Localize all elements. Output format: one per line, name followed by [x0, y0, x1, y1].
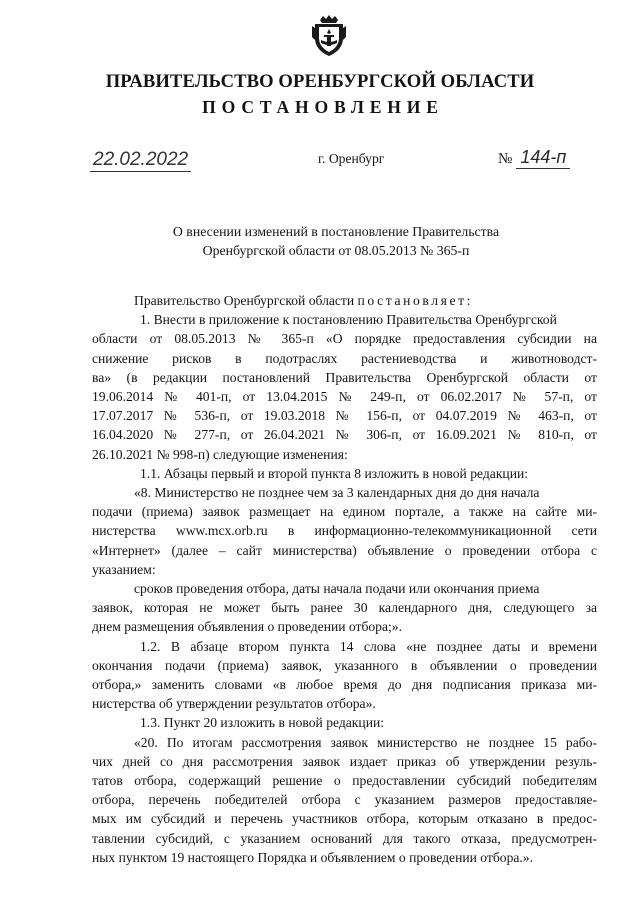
body-line: 16.04.2020 № 277-п, от 26.04.2021 № 306-п, от 16.09.2021 № 810-п, от [92, 427, 597, 443]
document-body [92, 291, 597, 867]
body-line: 1.1. Абзацы первый и второй пункта 8 изложить в новой редакции: [140, 465, 529, 481]
body-line: подачи (приема) заявок размещает на едином портале, а также на сайте ми- [92, 504, 597, 520]
subject-line: Оренбургской области от 08.05.2013 № 365-п [202, 243, 470, 258]
body-line: 1.2. В абзаце втором пункта 14 слова «не позднее даты и времени [140, 638, 597, 654]
number-sign: № [498, 151, 513, 167]
government-title: ПРАВИТЕЛЬСТВО ОРЕНБУРГСКОЙ ОБЛАСТИ [105, 71, 535, 92]
intro-decree-word: постановляет: [357, 293, 474, 308]
body-line: «8. Министерство не позднее чем за 3 календарных дня до дня начала [134, 485, 540, 501]
body-line: тавлении субсидий, с указанием оснований для такого отказа, предусмотрен- [92, 830, 597, 846]
body-line: татов отбора, содержащий решение о предоставлении субсидий победителям [92, 773, 597, 789]
body-line: 1.3. Пункт 20 изложить в новой редакции: [140, 715, 385, 731]
body-line: «20. По итогам рассмотрения заявок министерство не позднее 15 рабо- [134, 734, 597, 750]
body-line: чих дней со дня рассмотрения заявок издает приказ об утверждении резуль- [92, 753, 597, 769]
intro-text: Правительство Оренбургской области [134, 293, 358, 308]
body-line: отбора,» заменить словами «в любое время до дня подписания приказа ми- [92, 677, 597, 693]
coat-of-arms-icon [310, 14, 348, 58]
body-line: указанием: [92, 561, 156, 577]
body-line: нистерства об утверждении результатов отбора». [92, 696, 376, 712]
document-city: г. Оренбург [318, 151, 385, 166]
intro-line [92, 291, 597, 310]
body-line: ных пунктом 19 настоящего Порядка и объявлением о проведении отбора.». [92, 849, 533, 865]
document-date: 22.02.2022 [90, 149, 191, 172]
body-line: 1. Внести в приложение к постановлению Правительства Оренбургской [140, 312, 557, 328]
body-line: снижение рисков в подотраслях растениеводства и животноводст- [92, 350, 597, 366]
body-line: окончания подачи (приема) заявок, указанного в объявлении о проведении [92, 657, 597, 673]
body-line: 26.10.2021 № 998-п) следующие изменения: [92, 446, 348, 462]
body-line: ва» (в редакции постановлений Правительства Оренбургской области от [92, 369, 597, 385]
body-line: области от 08.05.2013 № 365-п «О порядке предоставления субсидии на [92, 331, 597, 347]
body-line: 17.07.2017 № 536-п, от 19.03.2018 № 156-п, от 04.07.2019 № 463-п, от [92, 408, 597, 424]
body-line: мых им субсидий и перечень участников отбора, которым отказано в предос- [92, 811, 597, 827]
body-line: нистерства www.mcx.orb.ru в информационно-телекоммуникационной сети [92, 523, 597, 539]
number-value: 144-п [516, 146, 570, 169]
body-line: сроков проведения отбора, даты начала подачи или окончания приема [134, 581, 540, 597]
body-line: отбора, перечень победителей отбора с указанием размеров предоставляе- [92, 792, 597, 808]
body-line: заявок, которая не может быть ранее 30 календарного дня, следующего за [92, 600, 597, 616]
body-line: «Интернет» (далее – сайт министерства) объявление о проведении отбора с [92, 542, 597, 558]
document-number [498, 146, 570, 170]
document-subject [150, 222, 522, 260]
body-line: 19.06.2014 № 401-п, от 13.04.2015 № 249-п, от 06.02.2017 № 57-п, от [92, 389, 597, 405]
body-line: днем размещения объявления о проведении отбора;». [92, 619, 402, 635]
document-type: ПОСТАНОВЛЕНИЕ [202, 97, 444, 117]
subject-line: О внесении изменений в постановление Правительства [172, 224, 500, 239]
